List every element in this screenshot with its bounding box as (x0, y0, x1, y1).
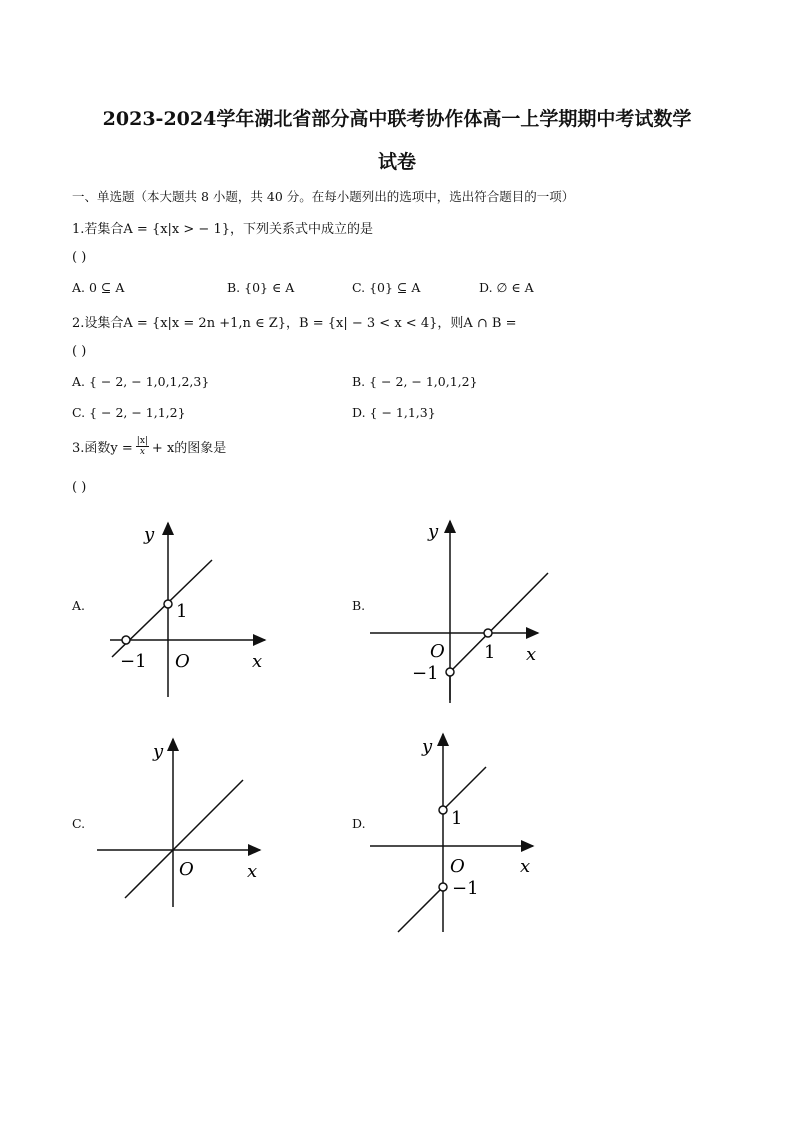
question-1-option-d: D. ∅ ∈ A (479, 280, 534, 295)
graph-b (368, 515, 558, 705)
x-label: x (252, 651, 263, 672)
origin-label: O (179, 859, 194, 880)
open-point (484, 629, 492, 637)
question-2-option-b: B. { − 2, − 1,0,1,2} (352, 374, 478, 389)
open-point (164, 600, 172, 608)
question-1-stem: 1.若集合A = {x|x > − 1}，下列关系式中成立的是 (72, 222, 373, 237)
section-heading: 一、单选题（本大题共 8 小题，共 40 分。在每小题列出的选项中，选出符合题目的一项） (72, 189, 575, 204)
x-label: x (526, 644, 537, 665)
graph-a-label: A. (72, 598, 86, 613)
y-label: y (422, 736, 433, 757)
open-point (122, 636, 130, 644)
graph-d (368, 730, 548, 935)
graph-line (443, 767, 486, 810)
question-1-option-a: A. 0 ⊆ A (72, 280, 125, 295)
y-label: y (428, 521, 439, 542)
graph-c (95, 735, 275, 910)
tick-label-1: 1 (451, 808, 463, 829)
question-1-option-c: C. {0} ⊆ A (352, 280, 421, 295)
page-title-line1: 2023-2024学年湖北省部分高中联考协作体高一上学期期中考试数学 (102, 108, 692, 130)
question-2-option-a: A. { − 2, − 1,0,1,2,3} (72, 374, 210, 389)
question-2-stem: 2.设集合A = {x|x = 2n +1,n ∈ Z}，B = {x| − 3 < x < 4}，则A ∩ B = (72, 316, 517, 331)
y-label: y (153, 741, 164, 762)
tick-label-neg1: −1 (452, 878, 479, 899)
tick-label-neg1: −1 (120, 651, 147, 672)
question-2-blank: ( ) (72, 344, 87, 359)
origin-label: O (450, 856, 465, 877)
open-point (446, 668, 454, 676)
open-point (439, 806, 447, 814)
page-title-line2: 试卷 (377, 151, 416, 173)
question-2-option-c: C. { − 2, − 1,1,2} (72, 405, 186, 420)
x-label: x (247, 861, 258, 882)
question-2-option-d: D. { − 1,1,3} (352, 405, 436, 420)
question-3-stem (72, 436, 226, 457)
question-1-blank: ( ) (72, 250, 87, 265)
question-1-option-b: B. {0} ∈ A (227, 280, 295, 295)
x-label: x (520, 856, 531, 877)
graph-a (100, 515, 280, 705)
question-3-stem-suffix: + x的图象是 (151, 441, 227, 456)
open-point (439, 883, 447, 891)
tick-label-1: 1 (176, 601, 188, 622)
graph-c-label: C. (72, 816, 86, 831)
origin-label: O (175, 651, 190, 672)
question-3-stem-prefix: 3.函数y = (72, 441, 133, 456)
graph-line (398, 887, 443, 932)
origin-label: O (430, 641, 445, 662)
fraction-denominator: x (139, 447, 145, 457)
tick-label-neg1: −1 (412, 663, 439, 684)
graph-b-label: B. (352, 598, 366, 613)
graph-d-label: D. (352, 816, 366, 831)
question-3-blank: ( ) (72, 480, 87, 495)
tick-label-1: 1 (484, 642, 496, 663)
graph-line (125, 780, 243, 898)
question-3-fraction (136, 436, 149, 457)
fraction-numerator: |x| (136, 436, 148, 446)
y-label: y (144, 524, 155, 545)
